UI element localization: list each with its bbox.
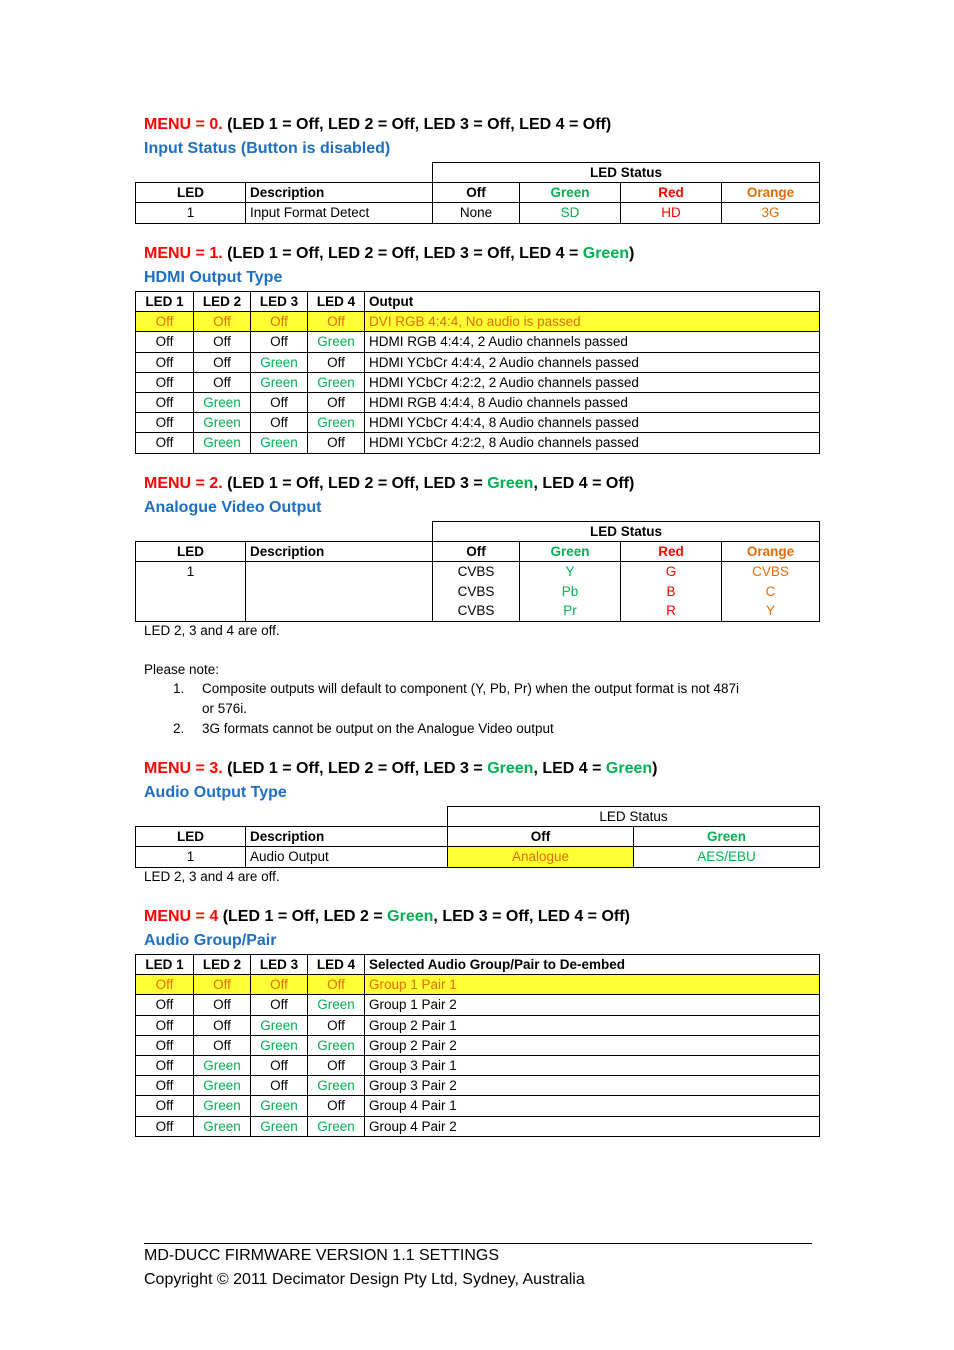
table-cell [136,562,246,622]
table-cell: Off [251,1055,308,1075]
table-cell: Off [194,995,251,1015]
please-note: Please note: [144,662,220,677]
table-row [136,392,820,412]
note-text: Composite outputs will default to component (Y, Pb, Pr) when the output format is not 487i [202,681,740,696]
table-cell: AES/EBU [634,847,820,867]
table-cell: Group 1 Pair 1 [365,975,820,995]
table-cell: Off [251,392,308,412]
orange-value: Y [766,603,776,619]
table-cell: Off [136,433,194,453]
menu0-led-state: (LED 1 = Off, LED 2 = Off, LED 3 = Off, LED 4 = Off) [222,116,612,133]
menu2-heading-end: , LED 4 = Off) [533,475,635,492]
header-cell: Output [365,292,820,312]
green-value: Pb [561,583,579,599]
table-cell: Off [194,1015,251,1035]
table-cell: Green [308,372,365,392]
table-cell: HDMI RGB 4:4:4, 8 Audio channels passed [365,392,820,412]
table-cell: HDMI YCbCr 4:2:2, 8 Audio channels passed [365,433,820,453]
table-cell: Green [251,1116,308,1136]
table-row [136,1116,820,1136]
table-cell: Off [136,332,194,352]
header-cell: LED 1 [136,955,194,975]
menu2-led-green: Green [487,475,534,492]
header-cell: LED [136,183,246,203]
table-cell [722,562,820,622]
header-cell: LED 3 [251,292,308,312]
table-cell: Off [308,312,365,332]
table-cell: Off [251,1076,308,1096]
table-cell: Green [194,392,251,412]
header-cell: Green [520,542,621,562]
table-cell: Green [308,413,365,433]
menu3-led-state: (LED 1 = Off, LED 2 = Off, LED 3 = [222,760,488,777]
table-cell: Off [308,1055,365,1075]
table-row [136,1055,820,1075]
table-cell: Off [308,1096,365,1116]
table-row [136,332,820,352]
table-cell: HD [621,203,722,223]
menu2-subtitle: Analogue Video Output [144,499,322,516]
header-cell: LED 4 [308,955,365,975]
table-row [136,562,820,622]
table-cell: Off [194,1035,251,1055]
table-row [136,413,820,433]
table-cell: Off [308,352,365,372]
menu1-led-green: Green [582,245,629,262]
header-cell: Red [621,542,722,562]
menu4-heading [144,908,630,926]
menu1-table [135,291,820,454]
table-cell: Off [194,352,251,372]
table-cell: Off [136,352,194,372]
table-row [136,1035,820,1055]
header-cell: Orange [722,542,820,562]
table-row [136,433,820,453]
table-row [136,995,820,1015]
table-cell: HDMI RGB 4:4:4, 2 Audio channels passed [365,332,820,352]
table-cell: Off [136,1055,194,1075]
orange-value: CVBS [752,564,789,580]
header-cell: Green [520,183,621,203]
table-cell: Group 4 Pair 2 [365,1116,820,1136]
menu2-table [135,521,820,622]
table-cell: Off [194,372,251,392]
table-cell: Green [251,1015,308,1035]
table-row [136,1096,820,1116]
table-cell: Off [136,312,194,332]
table-cell: Off [136,392,194,412]
table-cell: Green [251,372,308,392]
menu0-table [135,162,820,224]
menu0-subtitle: Input Status (Button is disabled) [144,140,391,157]
green-value: Pr [563,603,577,619]
green-value: Y [565,564,575,580]
table-cell: Off [308,433,365,453]
table-cell: Green [308,1035,365,1055]
footer-title: MD-DUCC FIRMWARE VERSION 1.1 SETTINGS [144,1247,499,1264]
menu2-label: MENU = 2. [144,475,223,492]
menu3-subtitle: Audio Output Type [144,784,287,801]
table-cell: Green [194,433,251,453]
menu3-led-green: Green [487,760,534,777]
menu0-heading [144,116,611,134]
table-cell: Green [194,1116,251,1136]
header-cell: LED 2 [194,292,251,312]
off-value: CVBS [457,583,495,599]
menu2-led-status-header: LED Status [433,522,820,542]
menu3-heading-end: ) [652,760,658,777]
table-cell: DVI RGB 4:4:4, No audio is passed [365,312,820,332]
note-text: or 576i. [202,701,248,716]
table-cell: Off [194,975,251,995]
table-cell: HDMI YCbCr 4:4:4, 2 Audio channels passed [365,352,820,372]
menu4-led-state: (LED 1 = Off, LED 2 = [218,908,388,925]
table-cell: Off [136,372,194,392]
menu3-led-status-header: LED Status [448,807,820,827]
table-cell: Input Format Detect [246,203,433,223]
table-cell: Off [308,392,365,412]
table-cell: Green [308,1116,365,1136]
table-cell [520,562,621,622]
menu2-heading [144,475,634,493]
header-cell: Off [433,183,520,203]
table-cell: Green [194,1076,251,1096]
table-cell: Off [308,975,365,995]
off-value: CVBS [457,564,495,580]
table-cell: Off [136,1015,194,1035]
header-cell: LED 3 [251,955,308,975]
note-number: 1. [173,681,185,696]
table-cell: Group 4 Pair 1 [365,1096,820,1116]
note-number: 2. [173,721,185,736]
table-cell: Green [194,1096,251,1116]
header-cell: Description [246,542,433,562]
table-cell: Off [194,332,251,352]
off-value: CVBS [457,603,495,619]
header-cell: LED [136,542,246,562]
table-cell: Green [251,433,308,453]
table-cell: 1 [136,203,246,223]
table-cell: Off [194,312,251,332]
table-row [136,372,820,392]
header-cell: Red [621,183,722,203]
menu0-label: MENU = 0. [144,116,223,133]
table-cell: Off [136,413,194,433]
menu4-label: MENU = 4 [144,908,219,925]
table-cell: Off [251,975,308,995]
menu3-led-state: , LED 4 = [533,760,606,777]
table-cell: Off [308,1015,365,1035]
note-text: 3G formats cannot be output on the Analogue Video output [202,721,554,736]
table-cell: Off [136,995,194,1015]
table-cell: HDMI YCbCr 4:2:2, 2 Audio channels passed [365,372,820,392]
table-cell: Group 3 Pair 2 [365,1076,820,1096]
header-cell: Off [433,542,520,562]
table-cell: Off [251,332,308,352]
table-cell: 1 [136,847,246,867]
menu2-after-note: LED 2, 3 and 4 are off. [144,623,280,638]
menu4-subtitle: Audio Group/Pair [144,932,277,949]
table-cell: Analogue [448,847,634,867]
table-cell: Off [136,1035,194,1055]
red-value: G [665,564,677,580]
table-cell: 3G [722,203,820,223]
table-row [136,203,820,223]
table-row [136,1076,820,1096]
header-cell: Selected Audio Group/Pair to De-embed [365,955,820,975]
menu4-table [135,954,820,1137]
header-cell: LED [136,827,246,847]
red-value: R [666,603,676,619]
menu3-after-note: LED 2, 3 and 4 are off. [144,869,280,884]
table-cell: Off [251,413,308,433]
table-row [136,312,820,332]
menu3-heading [144,760,657,778]
table-row [136,1015,820,1035]
table-cell: Green [251,1096,308,1116]
table-cell: Off [136,1096,194,1116]
table-cell: Group 3 Pair 1 [365,1055,820,1075]
table-cell: Off [136,1116,194,1136]
table-cell: Green [308,332,365,352]
menu4-led-green: Green [387,908,434,925]
table-cell: None [433,203,520,223]
table-row [136,975,820,995]
menu2-led-state: (LED 1 = Off, LED 2 = Off, LED 3 = [222,475,488,492]
orange-value: C [765,583,776,599]
table-cell: Group 2 Pair 1 [365,1015,820,1035]
table-cell: Audio Output [246,847,448,867]
table-row [136,352,820,372]
footer-copyright: Copyright © 2011 Decimator Design Pty Ltd, Sydney, Australia [144,1271,585,1288]
header-cell: LED 1 [136,292,194,312]
table-cell: Group 2 Pair 2 [365,1035,820,1055]
table-cell [246,562,433,622]
menu1-label: MENU = 1. [144,245,223,262]
header-cell: LED 2 [194,955,251,975]
menu1-heading-end: ) [629,245,635,262]
menu3-label: MENU = 3. [144,760,223,777]
menu1-subtitle: HDMI Output Type [144,269,283,286]
menu1-heading [144,245,634,263]
table-cell [433,562,520,622]
table-row [136,847,820,867]
table-cell: Green [194,413,251,433]
table-cell: Group 1 Pair 2 [365,995,820,1015]
header-cell: LED 4 [308,292,365,312]
table-cell: Green [308,995,365,1015]
header-cell: Description [246,183,433,203]
table-cell: Off [136,1076,194,1096]
menu1-led-state: (LED 1 = Off, LED 2 = Off, LED 3 = Off, LED 4 = [222,245,583,262]
header-cell: Off [448,827,634,847]
table-cell [621,562,722,622]
table-cell: HDMI YCbCr 4:4:4, 8 Audio channels passed [365,413,820,433]
description-text [250,562,428,582]
led-number: 1 [186,564,195,580]
table-cell: SD [520,203,621,223]
table-cell: Green [251,1035,308,1055]
header-cell: Description [246,827,448,847]
table-cell: Off [136,975,194,995]
header-cell: Green [634,827,820,847]
table-cell: Off [251,312,308,332]
table-cell: Green [194,1055,251,1075]
table-cell: Green [251,352,308,372]
header-cell: Orange [722,183,820,203]
table-cell: Off [251,995,308,1015]
menu0-led-status-header: LED Status [433,163,820,183]
menu3-table [135,806,820,868]
footer-divider [144,1243,812,1244]
red-value: B [666,583,676,599]
table-cell: Green [308,1076,365,1096]
menu3-led-green: Green [605,760,653,777]
menu4-heading-end: , LED 3 = Off, LED 4 = Off) [433,908,630,925]
